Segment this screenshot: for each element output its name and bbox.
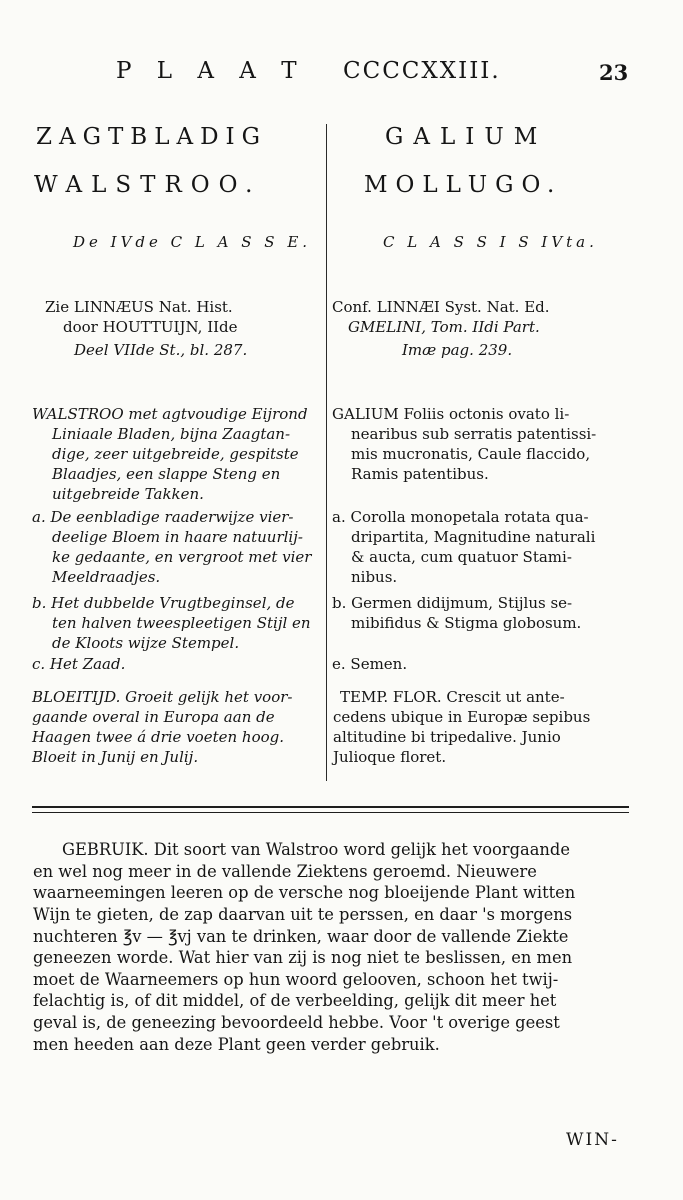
figure-b-line: de Kloots wijze Stempel. — [52, 634, 240, 652]
gebruik-line: felachtig is, of dit middel, of de verbeelding, gelijk dit meer het — [33, 991, 557, 1010]
gebruik-line: waarneemingen leeren op de versche nog bloeijende Plant witten — [33, 883, 576, 902]
description-line: Ramis patentibus. — [351, 465, 489, 483]
temp-flor-line: TEMP. FLOR. Crescit ut ante- — [340, 688, 565, 706]
section-rule — [32, 806, 629, 808]
description-line: uitgebreide Takken. — [52, 485, 204, 503]
page-number: 23 — [599, 60, 629, 85]
reference-line: Conf. LINNÆI Syst. Nat. Ed. — [332, 298, 550, 316]
temp-flor-line: Julioque floret. — [333, 748, 447, 766]
dutch-title-line2: WALSTROO. — [34, 172, 262, 198]
dutch-title-line1: ZAGTBLADIG — [36, 124, 267, 150]
gebruik-line: en wel nog meer in de vallende Ziektens geroemd. Nieuwere — [33, 862, 537, 881]
reference-line: Imæ pag. 239. — [402, 341, 513, 359]
figure-a-line: a. De eenbladige raaderwijze vier- — [32, 508, 294, 526]
catchword: WIN- — [566, 1130, 619, 1150]
description-line: dige, zeer uitgebreide, gespitste — [52, 445, 299, 463]
description-line: mis mucronatis, Caule flaccido, — [351, 445, 591, 463]
reference-line: door HOUTTUIJN, IIde — [63, 318, 238, 336]
temp-flor-line: altitudine bi tripedalive. Junio — [333, 728, 561, 746]
reference-line: Zie LINNÆUS Nat. Hist. — [45, 298, 233, 316]
description-line: GALIUM Foliis octonis ovato li- — [332, 405, 570, 423]
gebruik-line: geval is, de geneezing bevoordeeld hebbe. Voor 't overige geest — [33, 1013, 560, 1032]
dutch-class: De IVde C L A S S E. — [73, 233, 312, 251]
gebruik-line: GEBRUIK. Dit soort van Walstroo word gelijk het voorgaande — [62, 840, 570, 859]
description-line: Liniaale Bladen, bijna Zaagtan- — [52, 425, 291, 443]
gebruik-line: Wijn te gieten, de zap daarvan uit te perssen, en daar 's morgens — [33, 905, 573, 924]
description-line: Blaadjes, een slappe Steng en — [52, 465, 281, 483]
figure-c-latin: e. Semen. — [332, 655, 408, 673]
figure-b-line: b. Germen didijmum, Stijlus se- — [332, 594, 573, 612]
gebruik-line: moet de Waarneemers op hun woord gelooven, schoon het twij- — [33, 970, 559, 989]
figure-b-line: ten halven tweespleetigen Stijl en — [52, 614, 311, 632]
description-line: nearibus sub serratis patentissi- — [351, 425, 597, 443]
figure-a-line: dripartita, Magnitudine naturali — [351, 528, 596, 546]
column-divider — [326, 124, 327, 781]
reference-line: Deel VIIde St., bl. 287. — [74, 341, 248, 359]
gebruik-line: men heeden aan deze Plant geen verder gebruik. — [33, 1035, 440, 1054]
figure-c-dutch: c. Het Zaad. — [32, 655, 126, 673]
latin-title-line2: MOLLUGO. — [364, 172, 563, 198]
figure-a-line: ke gedaante, en vergroot met vier — [52, 548, 312, 566]
description-line: WALSTROO met agtvoudige Eijrond — [32, 405, 308, 423]
bloeitijd-line: gaande overal in Europa aan de — [32, 708, 275, 726]
plate-label: P L A A T — [116, 58, 306, 84]
reference-line: GMELINI, Tom. IIdi Part. — [348, 318, 540, 336]
figure-a-line: nibus. — [351, 568, 398, 586]
bloeitijd-line: Haagen twee á drie voeten hoog. — [32, 728, 284, 746]
figure-b-line: mibifidus & Stigma globosum. — [351, 614, 582, 632]
figure-a-line: & aucta, cum quatuor Stami- — [351, 548, 572, 566]
gebruik-line: geneezen worde. Wat hier van zij is nog niet te beslissen, en men — [33, 948, 573, 967]
bloeitijd-line: BLOEITIJD. Groeit gelijk het voor- — [32, 688, 293, 706]
figure-a-line: deelige Bloem in haare natuurlij- — [52, 528, 303, 546]
latin-class: C L A S S I S IVta. — [383, 233, 598, 251]
latin-title-line1: GALIUM — [385, 124, 548, 150]
gebruik-line: nuchteren ℥v — ℥vj van te drinken, waar door de vallende Ziekte — [33, 927, 569, 946]
figure-a-line: a. Corolla monopetala rotata qua- — [332, 508, 589, 526]
plate-number: CCCCXXIII. — [343, 58, 501, 84]
figure-a-line: Meeldraadjes. — [52, 568, 161, 586]
figure-b-line: b. Het dubbelde Vrugtbeginsel, de — [32, 594, 295, 612]
bloeitijd-line: Bloeit in Junij en Julij. — [32, 748, 199, 766]
temp-flor-line: cedens ubique in Europæ sepibus — [333, 708, 591, 726]
section-rule-thin — [32, 812, 629, 813]
